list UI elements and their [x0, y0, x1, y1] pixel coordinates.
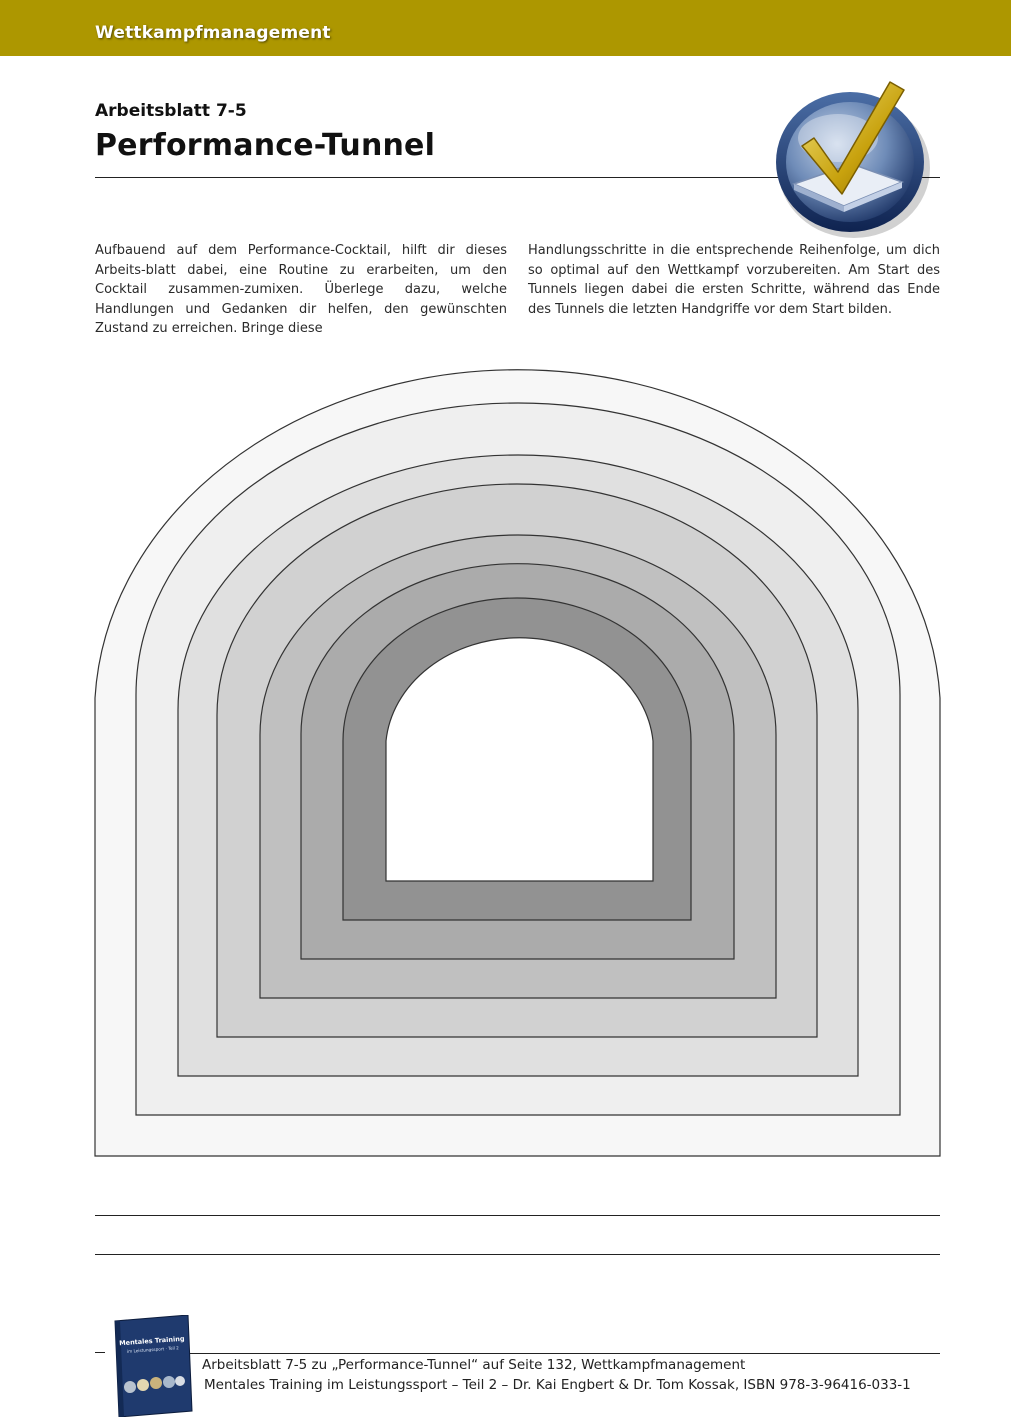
writing-line-1	[95, 1215, 940, 1216]
performance-tunnel-diagram	[93, 351, 943, 1159]
checkmark-badge-icon	[772, 76, 932, 238]
footer-book-credit: Mentales Training im Leistungssport – Teil 2 – Dr. Kai Engbert & Dr. Tom Kossak, ISBN 978-3-96416-033-1	[204, 1377, 911, 1393]
book-cover-subtitle: im Leistungssport · Teil 2	[126, 1345, 180, 1354]
intro-text-left: Aufbauend auf dem Performance-Cocktail, hilft dir dieses Arbeits-blatt dabei, eine Routine zu erarbeiten, um den Cocktail zusammen-zumixen. Überlege dazu, welche Handlungen und Gedanken dir helfen, den gewünschten Zustand zu erreichen. Bringe diese	[95, 243, 507, 337]
worksheet-number: Arbeitsblatt 7-5	[95, 101, 247, 121]
tunnel-ring-8	[386, 638, 653, 881]
intro-text-right: Handlungsschritte in die entsprechende Reihenfolge, um dich so optimal auf den Wettkampf vorzubereiten. Am Start des Tunnels liegen dabei die ersten Schritte, während das Ende des Tunnels die letzten Handgriffe vor dem Start bilden.	[528, 243, 940, 317]
section-label: Wettkampfmanagement	[95, 23, 331, 43]
header-band	[0, 0, 1011, 56]
page-title: Performance-Tunnel	[95, 128, 436, 163]
footer-reference: Arbeitsblatt 7-5 zu „Performance-Tunnel“ auf Seite 132, Wettkampfmanagement	[202, 1357, 746, 1373]
writing-line-2	[95, 1254, 940, 1255]
footer-divider	[190, 1353, 940, 1354]
book-cover-title: Mentales Training	[118, 1334, 185, 1348]
footer-dash	[95, 1352, 105, 1353]
book-cover-image	[112, 1315, 194, 1417]
